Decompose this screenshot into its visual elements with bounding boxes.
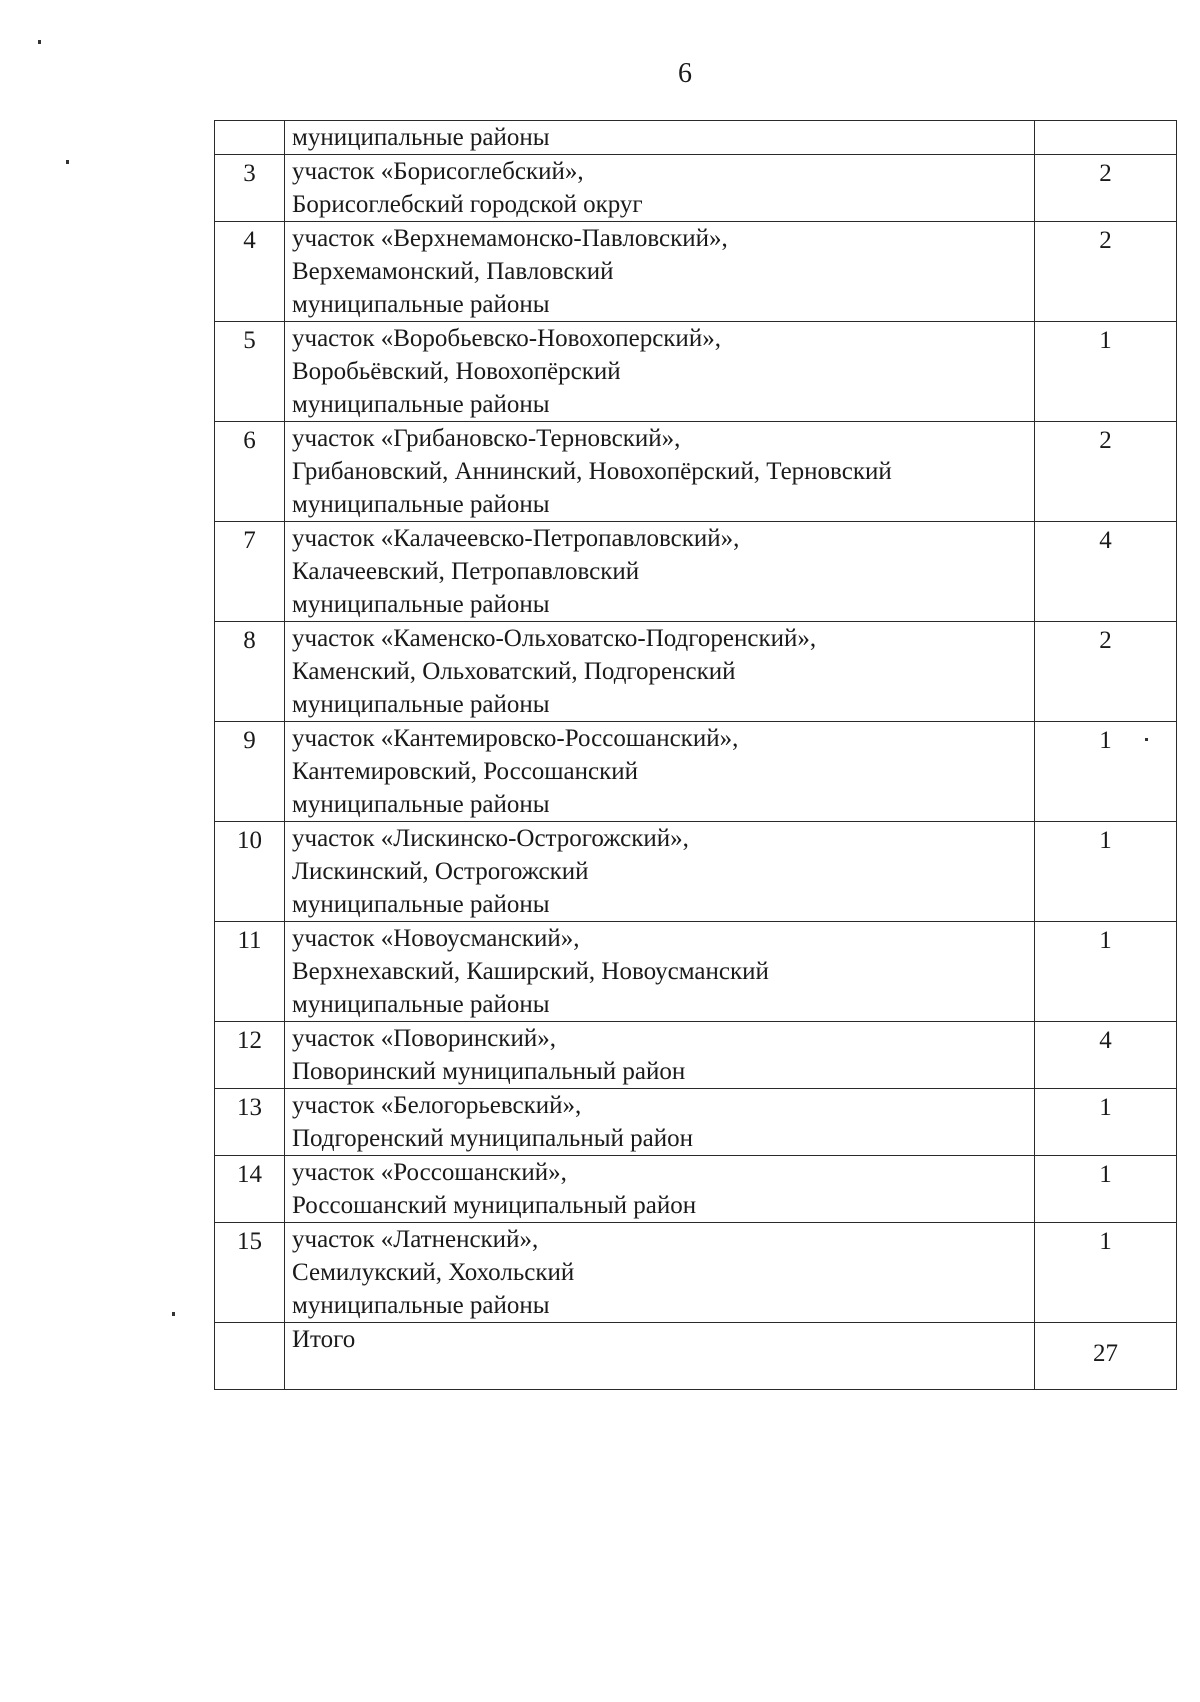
row-name-line: Россошанский муниципальный район bbox=[292, 1192, 697, 1219]
row-name-line: участок «Кантемировско-Россошанский», bbox=[292, 725, 739, 752]
total-number-cell bbox=[215, 1323, 285, 1390]
row-name bbox=[285, 722, 1035, 822]
table-row bbox=[215, 121, 1177, 155]
table-row bbox=[215, 622, 1177, 722]
row-count bbox=[1035, 121, 1177, 155]
row-name bbox=[285, 1156, 1035, 1223]
row-number: 6 bbox=[215, 422, 285, 522]
row-count: 4 bbox=[1035, 1022, 1177, 1089]
row-name-line: муниципальные районы bbox=[292, 891, 550, 918]
row-name-line: муниципальные районы bbox=[292, 991, 550, 1018]
row-count: 2 bbox=[1035, 155, 1177, 222]
row-name-line: участок «Грибановско-Терновский», bbox=[292, 425, 681, 452]
row-name-line: муниципальные районы bbox=[292, 124, 550, 151]
row-number: 14 bbox=[215, 1156, 285, 1223]
row-name bbox=[285, 1022, 1035, 1089]
row-name-line: участок «Поворинский», bbox=[292, 1025, 556, 1052]
row-name-line: участок «Борисоглебский», bbox=[292, 158, 584, 185]
row-name bbox=[285, 322, 1035, 422]
row-name bbox=[285, 155, 1035, 222]
row-name bbox=[285, 121, 1035, 155]
table-row bbox=[215, 1223, 1177, 1323]
row-name-line: участок «Белогорьевский», bbox=[292, 1092, 582, 1119]
row-name-line: участок «Воробьевско-Новохоперский», bbox=[292, 325, 721, 352]
row-name bbox=[285, 1223, 1035, 1323]
row-name-line: участок «Верхнемамонско-Павловский», bbox=[292, 225, 728, 252]
row-count: 4 bbox=[1035, 522, 1177, 622]
row-count: 1 bbox=[1035, 722, 1177, 822]
row-name bbox=[285, 1089, 1035, 1156]
row-number: 8 bbox=[215, 622, 285, 722]
row-count: 2 bbox=[1035, 222, 1177, 322]
total-label: Итого bbox=[285, 1323, 1035, 1390]
table-row bbox=[215, 1022, 1177, 1089]
row-name-line: Калачеевский, Петропавловский bbox=[292, 558, 640, 585]
row-name bbox=[285, 422, 1035, 522]
row-count: 1 bbox=[1035, 1089, 1177, 1156]
row-name-line: Каменский, Ольховатский, Подгоренский bbox=[292, 658, 736, 685]
row-name-line: муниципальные районы bbox=[292, 591, 550, 618]
row-number: 5 bbox=[215, 322, 285, 422]
row-name-line: участок «Калачеевско-Петропавловский», bbox=[292, 525, 740, 552]
table-row bbox=[215, 522, 1177, 622]
districts-table bbox=[214, 120, 1177, 1390]
row-name bbox=[285, 522, 1035, 622]
row-name-line: Кантемировский, Россошанский bbox=[292, 758, 639, 785]
row-count: 1 bbox=[1035, 1156, 1177, 1223]
row-number: 9 bbox=[215, 722, 285, 822]
row-name-line: участок «Новоусманский», bbox=[292, 925, 580, 952]
total-row bbox=[215, 1323, 1177, 1390]
row-name-line: муниципальные районы bbox=[292, 791, 550, 818]
row-count: 2 bbox=[1035, 422, 1177, 522]
row-count: 2 bbox=[1035, 622, 1177, 722]
table-row bbox=[215, 822, 1177, 922]
row-name-line: муниципальные районы bbox=[292, 391, 550, 418]
table-row bbox=[215, 922, 1177, 1022]
table-row bbox=[215, 1156, 1177, 1223]
row-name-line: муниципальные районы bbox=[292, 291, 550, 318]
row-name-line: Лискинский, Острогожский bbox=[292, 858, 589, 885]
scan-speck bbox=[172, 1312, 175, 1316]
table-row bbox=[215, 422, 1177, 522]
row-count: 1 bbox=[1035, 322, 1177, 422]
total-count: 27 bbox=[1035, 1323, 1177, 1390]
row-name bbox=[285, 822, 1035, 922]
row-number: 7 bbox=[215, 522, 285, 622]
row-number: 10 bbox=[215, 822, 285, 922]
table-row bbox=[215, 722, 1177, 822]
row-number: 15 bbox=[215, 1223, 285, 1323]
row-number: 12 bbox=[215, 1022, 285, 1089]
row-name bbox=[285, 922, 1035, 1022]
scan-speck bbox=[66, 160, 69, 164]
page-number: 6 bbox=[678, 58, 692, 89]
row-number: 13 bbox=[215, 1089, 285, 1156]
row-number: 4 bbox=[215, 222, 285, 322]
row-count: 1 bbox=[1035, 922, 1177, 1022]
row-name-line: участок «Россошанский», bbox=[292, 1159, 567, 1186]
row-name-line: Грибановский, Аннинский, Новохопёрский, Терновский bbox=[292, 458, 892, 485]
row-name bbox=[285, 622, 1035, 722]
row-name bbox=[285, 222, 1035, 322]
row-name-line: участок «Лискинско-Острогожский», bbox=[292, 825, 689, 852]
table-row bbox=[215, 1089, 1177, 1156]
row-name-line: Верхемамонский, Павловский bbox=[292, 258, 614, 285]
row-name-line: муниципальные районы bbox=[292, 691, 550, 718]
row-number: 3 bbox=[215, 155, 285, 222]
row-name-line: участок «Каменско-Ольховатско-Подгоренский», bbox=[292, 625, 817, 652]
row-name-line: муниципальные районы bbox=[292, 1292, 550, 1319]
row-name-line: Поворинский муниципальный район bbox=[292, 1058, 686, 1085]
row-count: 1 bbox=[1035, 822, 1177, 922]
table-row bbox=[215, 222, 1177, 322]
table-body bbox=[215, 121, 1177, 1390]
scan-speck bbox=[1145, 738, 1148, 741]
row-number bbox=[215, 121, 285, 155]
row-name-line: участок «Латненский», bbox=[292, 1226, 539, 1253]
row-name-line: Верхнехавский, Каширский, Новоусманский bbox=[292, 958, 769, 985]
row-name-line: Воробьёвский, Новохопёрский bbox=[292, 358, 621, 385]
row-number: 11 bbox=[215, 922, 285, 1022]
row-name-line: Семилукский, Хохольский bbox=[292, 1259, 575, 1286]
row-count: 1 bbox=[1035, 1223, 1177, 1323]
row-name-line: Подгоренский муниципальный район bbox=[292, 1125, 693, 1152]
row-name-line: Борисоглебский городской округ bbox=[292, 191, 643, 218]
row-name-line: муниципальные районы bbox=[292, 491, 550, 518]
scan-speck bbox=[38, 40, 41, 44]
table-row bbox=[215, 155, 1177, 222]
table-row bbox=[215, 322, 1177, 422]
